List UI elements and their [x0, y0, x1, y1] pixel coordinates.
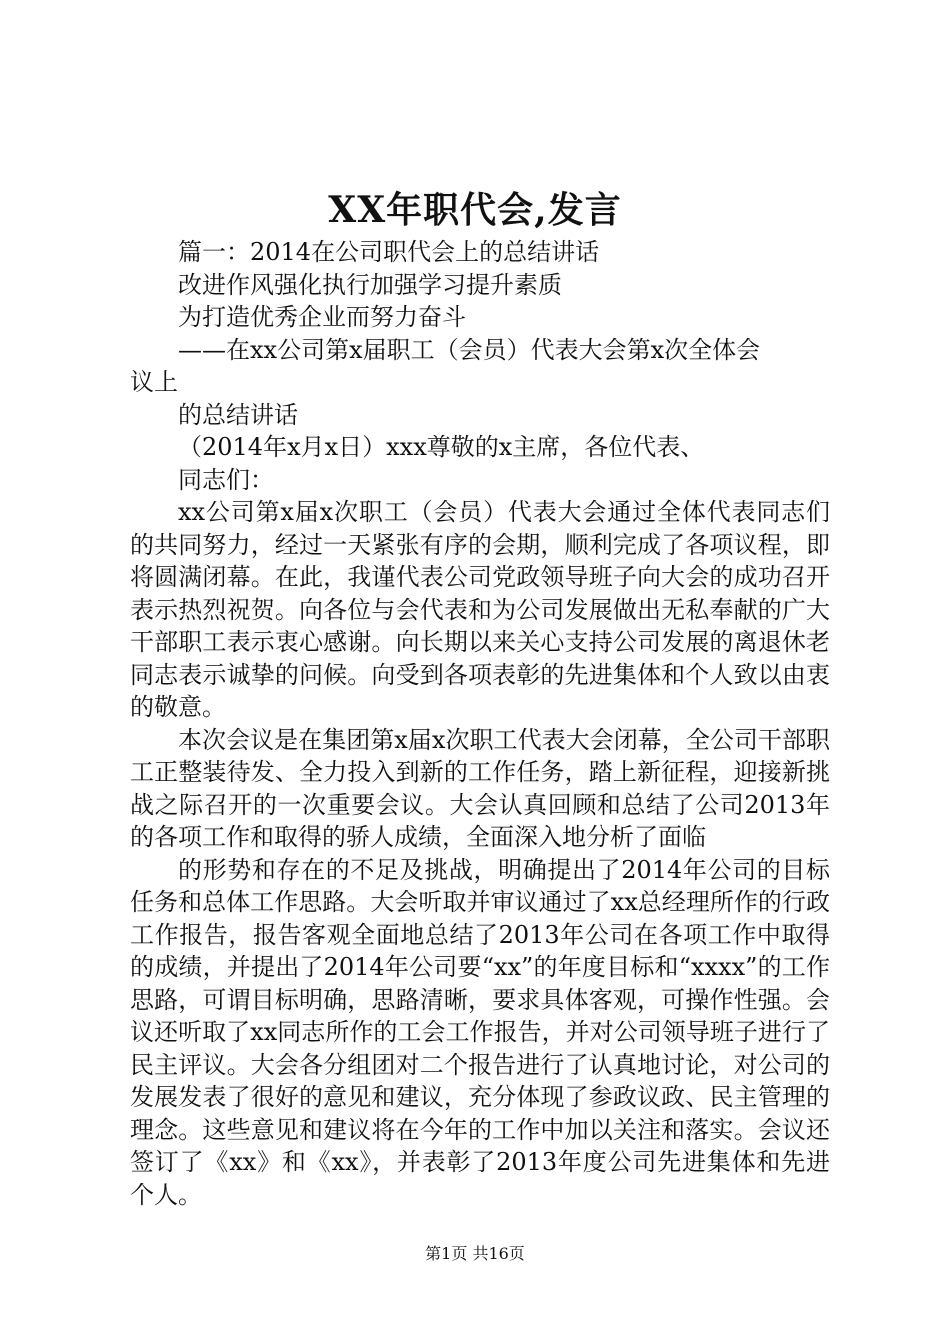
header-line: （2014年x月x日）xxx尊敬的x主席，各位代表、: [178, 433, 705, 461]
header-line: 改进作风强化执行加强学习提升素质: [178, 270, 562, 299]
document-body: [130, 236, 830, 1211]
page-footer: 第1页 共16页: [425, 1244, 525, 1263]
header-line: 的总结讲话: [178, 400, 298, 429]
header-line: ——在xx公司第x届职工（会员）代表大会第x次全体会: [178, 335, 761, 364]
body-paragraph: 的形势和存在的不足及挑战，明确提出了2014年公司的目标任务和总体工作思路。大会听取并审议通过了xx总经理所作的行政工作报告，报告客观全面地总结了2013年公司在各项工作中取得的成绩，并提出了2014年公司要“xx”的年度目标和“xxxx”的工作思路，可谓目标明确，思路清晰，要求具体客观，可操作性强。会议还听取了xx同志所作的工会工作报告，并对公司领导班子进行了民主评议。大会各分组团对二个报告进行了认真地讨论，对公司的发展发表了很好的意见和建议，充分体现了参政议政、民主管理的理念。这些意见和建议将在今年的工作中加以关注和落实。会议还签订了《xx》和《xx》，并表彰了2013年度公司先进集体和先进个人。: [130, 855, 830, 1209]
header-line: 议上: [130, 368, 178, 396]
header-line: 篇一：2014在公司职代会上的总结讲话: [178, 238, 600, 266]
document-title: XX年职代会,发言: [328, 189, 622, 231]
salutation: 同志们：: [178, 465, 274, 494]
body-paragraph: xx公司第x届x次职工（会员）代表大会通过全体代表同志们的共同努力，经过一天紧张有序的会期，顺利完成了各项议程，即将圆满闭幕。在此，我谨代表公司党政领导班子向大会的成功召开表示热烈祝贺。向各位与会代表和为公司发展做出无私奉献的广大干部职工表示衷心感谢。向长期以来关心支持公司发展的离退休老同志表示诚挚的问候。向受到各项表彰的先进集体和个人致以由衷的敬意。: [130, 498, 830, 721]
body-paragraph: 本次会议是在集团第x届x次职工代表大会闭幕，全公司干部职工正整装待发、全力投入到新的工作任务，踏上新征程，迎接新挑战之际召开的一次重要会议。大会认真回顾和总结了公司2013年的各项工作和取得的骄人成绩，全面深入地分析了面临: [130, 725, 830, 851]
header-line: 为打造优秀企业而努力奋斗: [178, 303, 466, 331]
